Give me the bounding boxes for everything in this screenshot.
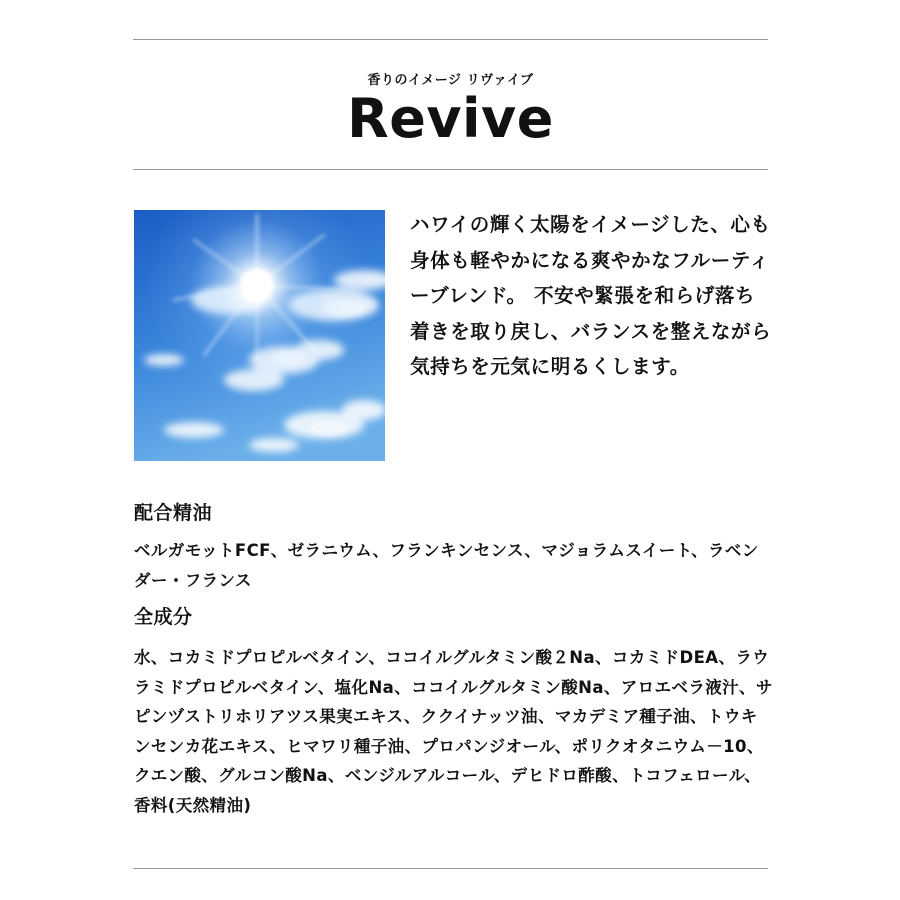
ingredients-heading: 全成分	[134, 606, 193, 628]
header-divider	[133, 169, 768, 170]
sun-sky-illustration	[134, 210, 385, 461]
scent-subtitle: 香りのイメージ リヴァイブ	[367, 73, 534, 88]
product-title: Revive	[347, 87, 554, 150]
top-divider	[133, 39, 768, 40]
scent-description: ハワイの輝く太陽をイメージした、心も身体も軽やかになる爽やかなフルーティーブレンド。 不安や緊張を和らげ落ち着きを取り戻し、バランスを整えながら気持ちを元気に明るくします。	[410, 213, 772, 378]
bottom-divider	[133, 868, 768, 869]
blend-oils-list: ベルガモットFCF、ゼラニウム、フランキンセンス、マジョラムスイート、ラベンダー・フランス	[134, 541, 759, 590]
blend-heading: 配合精油	[134, 502, 213, 524]
ingredients-list: 水、コカミドプロピルベタイン、ココイルグルタミン酸２Na、コカミドDEA、ラウラミドプロピルベタイン、塩化Na、ココイルグルタミン酸Na、アロエベラ液汁、サピンヅストリホリアツス果実エキス、ククイナッツ油、マカデミア種子油、トウキンセンカ花エキス、ヒマワリ種子油、プロパンジオール、ポリクオタニウム－10、クエン酸、グルコン酸Na、ベンジルアルコール、デヒドロ酢酸、トコフェロール、香料(天然精油)	[134, 648, 773, 815]
sun-sky-photo	[134, 210, 385, 461]
